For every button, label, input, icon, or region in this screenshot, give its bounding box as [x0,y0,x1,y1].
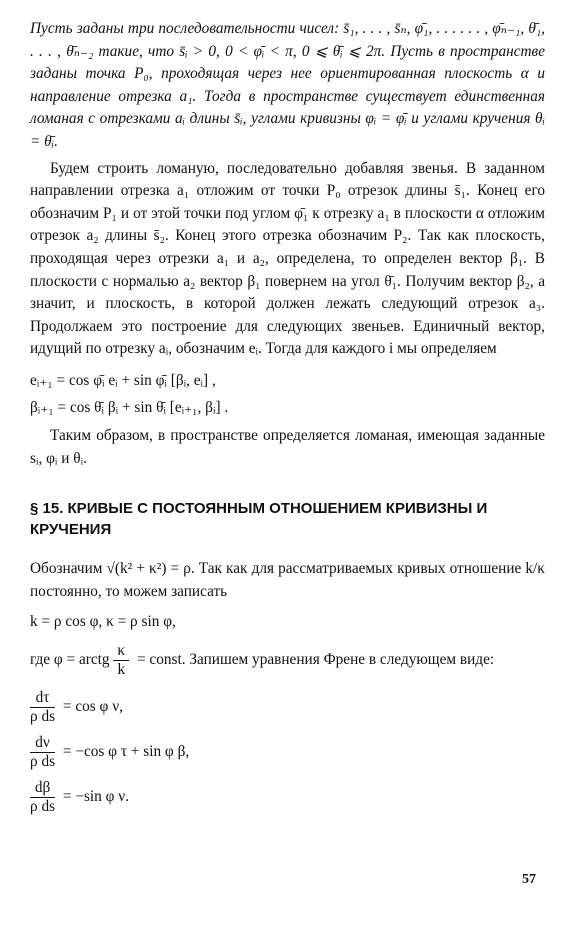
frenet-intro-end: = const. Запишем уравнения Френе в следующем виде: [133,650,495,668]
denominator: ρ ds [30,707,56,725]
fraction-denominator: k [117,660,126,678]
rhs: = −cos φ τ + sin φ β, [62,742,190,760]
recurrence-equations [30,367,545,421]
construction-paragraph: Будем строить ломаную, последовательно добавляя звенья. В заданном направлении отрезка a₁ отложим от точки P₀ отрезок длины s̄₁. Конец его обозначим P₁ и от этой точки под углом φ̄₁ к отрезку a₁ в плоскости α отложим отрезок a₂ длины s̄₂. Конец этого отрезка обозначим P₂. Так как плоскость, проходящая через отрезки a₁ и a₂, определена, то определен вектор β₁. В плоскости с нормалью a₂ вектор β₁ повернем на угол θ̄₁. Получим вектор β₂, а значит, и плоскость, в которой должен лежать следующий отрезок a₃. Продолжаем это построение для следующих звеньев. Единичный вектор, идущий по отрезку aᵢ, обозначим eᵢ. Тогда для каждого i мы определяем [30,159,545,358]
theorem-statement: Пусть заданы три последовательности чисел: s̄₁, . . . , s̄ₙ, φ̄₁, . . . . . . , φ̄ₙ₋₁, θ̄₁, . . . , θ̄ₙ₋₂ такие, что s̄ᵢ > 0, 0 < φ̄ᵢ < π, 0 ⩽ θ̄ᵢ ⩽ 2π. Пусть в пространстве заданы точка P₀, проходящая через нее ориентированная плоскость α и направление отрезка a₁. Тогда в пространстве существует единственная ломаная с отрезками aᵢ длины s̄ᵢ, углами кривизны φᵢ = φ̄ᵢ и углами кручения θᵢ = θ̄ᵢ. [30,20,545,150]
frenet-eq-beta [30,779,545,816]
frenet-intro-start: где φ = arctg [30,650,110,668]
rhs: = −sin φ ν. [62,787,130,805]
equation-e: eᵢ₊₁ = cos φ̄ᵢ eᵢ + sin φ̄ᵢ [βᵢ, eᵢ] , [30,371,216,389]
numerator-dtau: dτ [30,689,55,708]
conclusion-paragraph: Таким образом, в пространстве определяется ломаная, имеющая заданные sᵢ, φᵢ и θᵢ. [30,426,545,467]
notation-paragraph: Обозначим √(k² + κ²) = ρ. Так как для рассматриваемых кривых отношение k/κ постоянно, то можем записать [30,560,545,600]
rhs: = cos φ ν, [62,697,123,715]
fraction-kappa-k [113,642,129,679]
denominator: ρ ds [30,752,56,770]
section-heading: § 15. КРИВЫЕ С ПОСТОЯННЫМ ОТНОШЕНИЕМ КРИВИЗНЫ И КРУЧЕНИЯ [30,500,488,539]
page-number: 57 [522,872,536,887]
frenet-intro [30,642,545,679]
equation-beta: βᵢ₊₁ = cos θ̄ᵢ βᵢ + sin θ̄ᵢ [eᵢ₊₁, βᵢ] . [30,398,229,416]
frenet-equations [30,689,545,816]
denominator: ρ ds [30,797,56,815]
numerator-dnu: dν [30,734,55,753]
numerator-dbeta: dβ [30,779,55,798]
frenet-eq-nu [30,734,545,771]
equation-k-kappa: k = ρ cos φ, κ = ρ sin φ, [30,613,176,631]
frenet-eq-tau [30,689,545,726]
page-body [30,18,545,816]
fraction-numerator: κ [113,642,129,661]
